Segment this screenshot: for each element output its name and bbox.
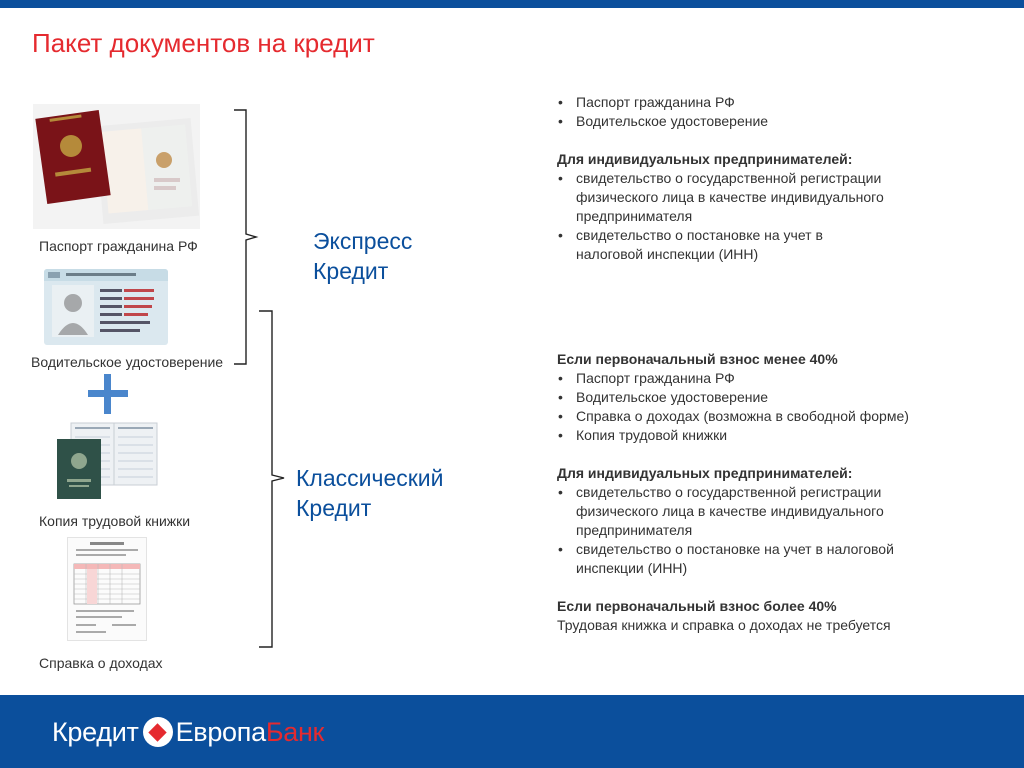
driver-license-caption: Водительское удостоверение — [31, 354, 224, 370]
page-title: Пакет документов на кредит — [32, 28, 375, 58]
income-statement-image — [67, 537, 147, 641]
classic-credit-line2: Кредит — [296, 495, 372, 521]
income-statement-caption: Справка о доходах — [39, 655, 163, 671]
classic-credit-label — [296, 463, 444, 523]
express-ip-header: Для индивидуальных предпринимателей: — [557, 151, 853, 167]
classic-credit-line1: Классический — [296, 465, 444, 491]
express-credit-line2: Кредит — [313, 258, 389, 284]
passport-caption: Паспорт гражданина РФ — [39, 238, 198, 254]
classic-requirements — [557, 350, 977, 635]
list-item: • свидетельство о постановке на учет в налоговой инспекции (ИНН) — [557, 226, 876, 264]
classic-more40-text: Трудовая книжка и справка о доходах не требуется — [557, 617, 891, 633]
express-requirements — [557, 93, 957, 264]
list-item: • Справка о доходах (возможна в свободной форме) — [557, 407, 977, 426]
bank-logo — [52, 712, 324, 752]
list-item: • свидетельство о постановке на учет в налоговой инспекции (ИНН) — [557, 540, 937, 578]
list-item: • свидетельство о государственной регистрации физического лица в качестве индивидуального предпринимателя — [557, 169, 932, 226]
classic-more40-header: Если первоначальный взнос более 40% — [557, 598, 837, 614]
plus-icon — [88, 374, 128, 414]
list-item: • Паспорт гражданина РФ — [557, 369, 977, 388]
list-item: • свидетельство о государственной регистрации физического лица в качестве индивидуального предпринимателя — [557, 483, 931, 540]
express-credit-line1: Экспресс — [313, 228, 413, 254]
work-book-caption: Копия трудовой книжки — [39, 513, 191, 529]
top-bar — [0, 0, 1024, 8]
classic-less40-list — [557, 369, 977, 445]
list-item: • Паспорт гражданина РФ — [557, 93, 957, 112]
express-ip-list — [557, 169, 932, 264]
logo-diamond-icon — [143, 717, 173, 747]
logo-word-bank: Банк — [265, 716, 325, 747]
express-credit-label — [313, 226, 412, 286]
classic-ip-header: Для индивидуальных предпринимателей: — [557, 465, 853, 481]
classic-bracket — [256, 309, 290, 649]
classic-ip-list — [557, 483, 937, 578]
list-item: • Водительское удостоверение — [557, 388, 977, 407]
driver-license-image — [44, 269, 168, 345]
passport-image — [33, 104, 200, 229]
list-item: • Копия трудовой книжки — [557, 426, 977, 445]
work-book-image — [57, 421, 158, 501]
logo-word-evropa: Европа — [175, 716, 266, 747]
list-item: • Водительское удостоверение — [557, 112, 957, 131]
express-doc-list — [557, 93, 957, 131]
classic-less40-header: Если первоначальный взнос менее 40% — [557, 351, 838, 367]
logo-word-kredit: Кредит — [52, 716, 139, 747]
